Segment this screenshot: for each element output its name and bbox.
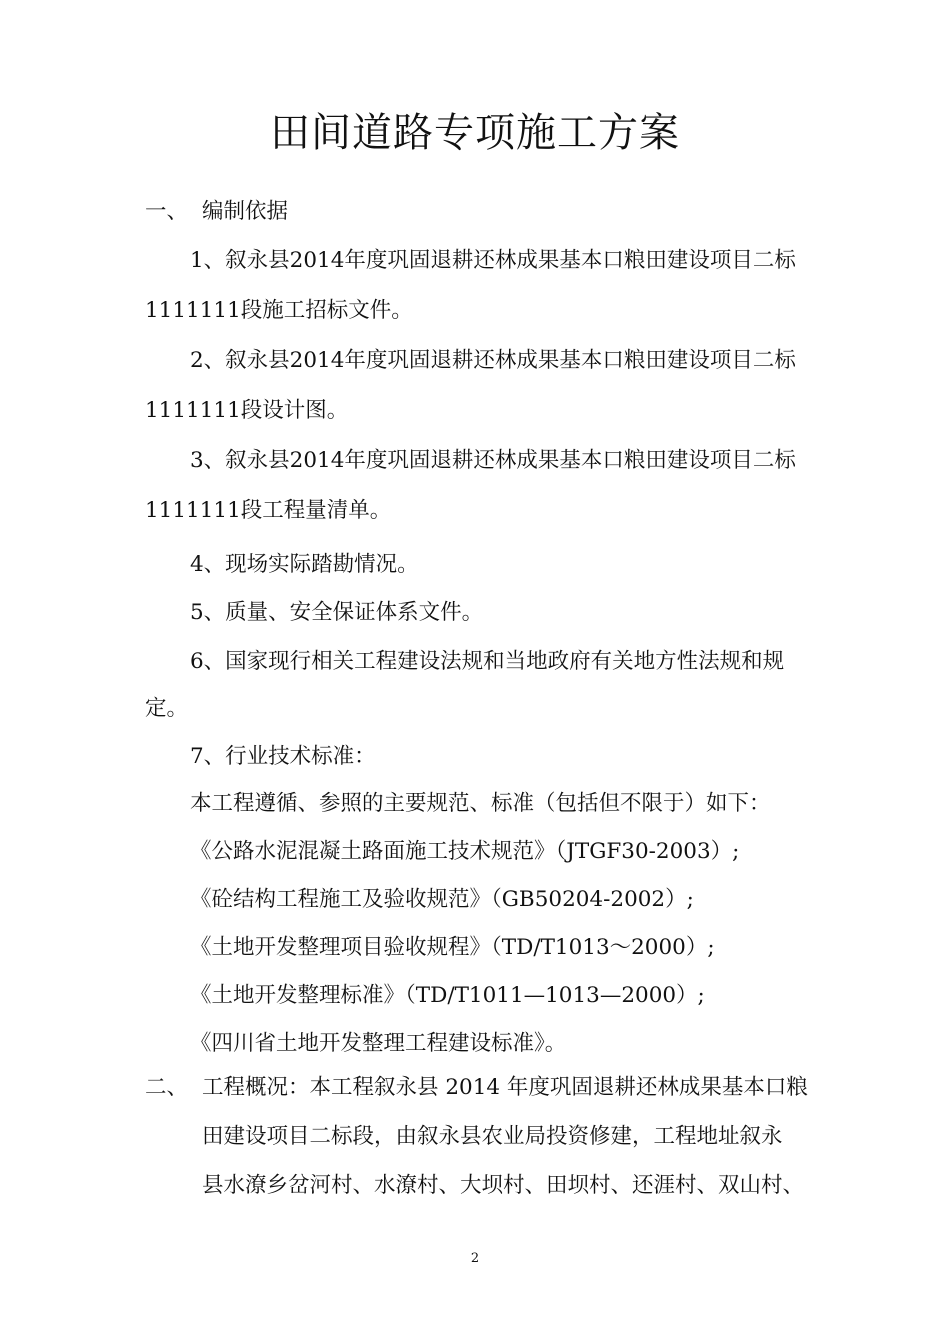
section2-line-2: 田建设项目二标段，由叙永县农业局投资修建，工程地址叙永 [202, 1124, 783, 1149]
section2-line-3: 县水潦乡岔河村、水潦村、大坝村、田坝村、还涯村、双山村、 [202, 1173, 805, 1198]
document-title: 田间道路专项施工方案 [270, 110, 680, 156]
standards-intro: 本工程遵循、参照的主要规范、标准（包括但不限于）如下： [190, 791, 771, 816]
section2-line-1: 工程概况：本工程叙永县 2014 年度巩固退耕还林成果基本口粮 [202, 1075, 808, 1100]
basis-item-2-line2: 1111111段设计图。 [145, 398, 349, 423]
basis-item-3-line2: 1111111段工程量清单。 [145, 498, 392, 523]
section2-number: 二、 [145, 1075, 189, 1100]
section1-number: 一、 [145, 199, 189, 224]
basis-item-2-line1: 2、叙永县2014年度巩固退耕还林成果基本口粮田建设项目二标 [190, 348, 796, 373]
basis-item-3-line1: 3、叙永县2014年度巩固退耕还林成果基本口粮田建设项目二标 [190, 448, 796, 473]
basis-item-5: 5、质量、安全保证体系文件。 [190, 600, 484, 625]
standard-item-4: 《土地开发整理标准》（TD/T1011—1013—2000）; [190, 983, 705, 1008]
page-number: 2 [470, 1251, 480, 1266]
basis-item-6-line1: 6、国家现行相关工程建设法规和当地政府有关地方性法规和规 [190, 649, 785, 674]
basis-item-4: 4、现场实际踏勘情况。 [190, 552, 419, 577]
section1-heading: 编制依据 [202, 199, 289, 224]
standard-item-3: 《土地开发整理项目验收规程》（TD/T1013～2000）; [190, 935, 715, 960]
basis-item-7: 7、行业技术标准： [190, 744, 376, 769]
standard-item-5: 《四川省土地开发整理工程建设标准》。 [190, 1031, 567, 1056]
basis-item-1-line2: 1111111段施工招标文件。 [145, 298, 413, 323]
basis-item-6-line2: 定。 [145, 696, 189, 721]
standard-item-1: 《公路水泥混凝土路面施工技术规范》（JTGF30-2003）; [190, 839, 740, 864]
basis-item-1-line1: 1、叙永县2014年度巩固退耕还林成果基本口粮田建设项目二标 [190, 248, 796, 273]
standard-item-2: 《砼结构工程施工及验收规范》（GB50204-2002）; [190, 887, 694, 912]
